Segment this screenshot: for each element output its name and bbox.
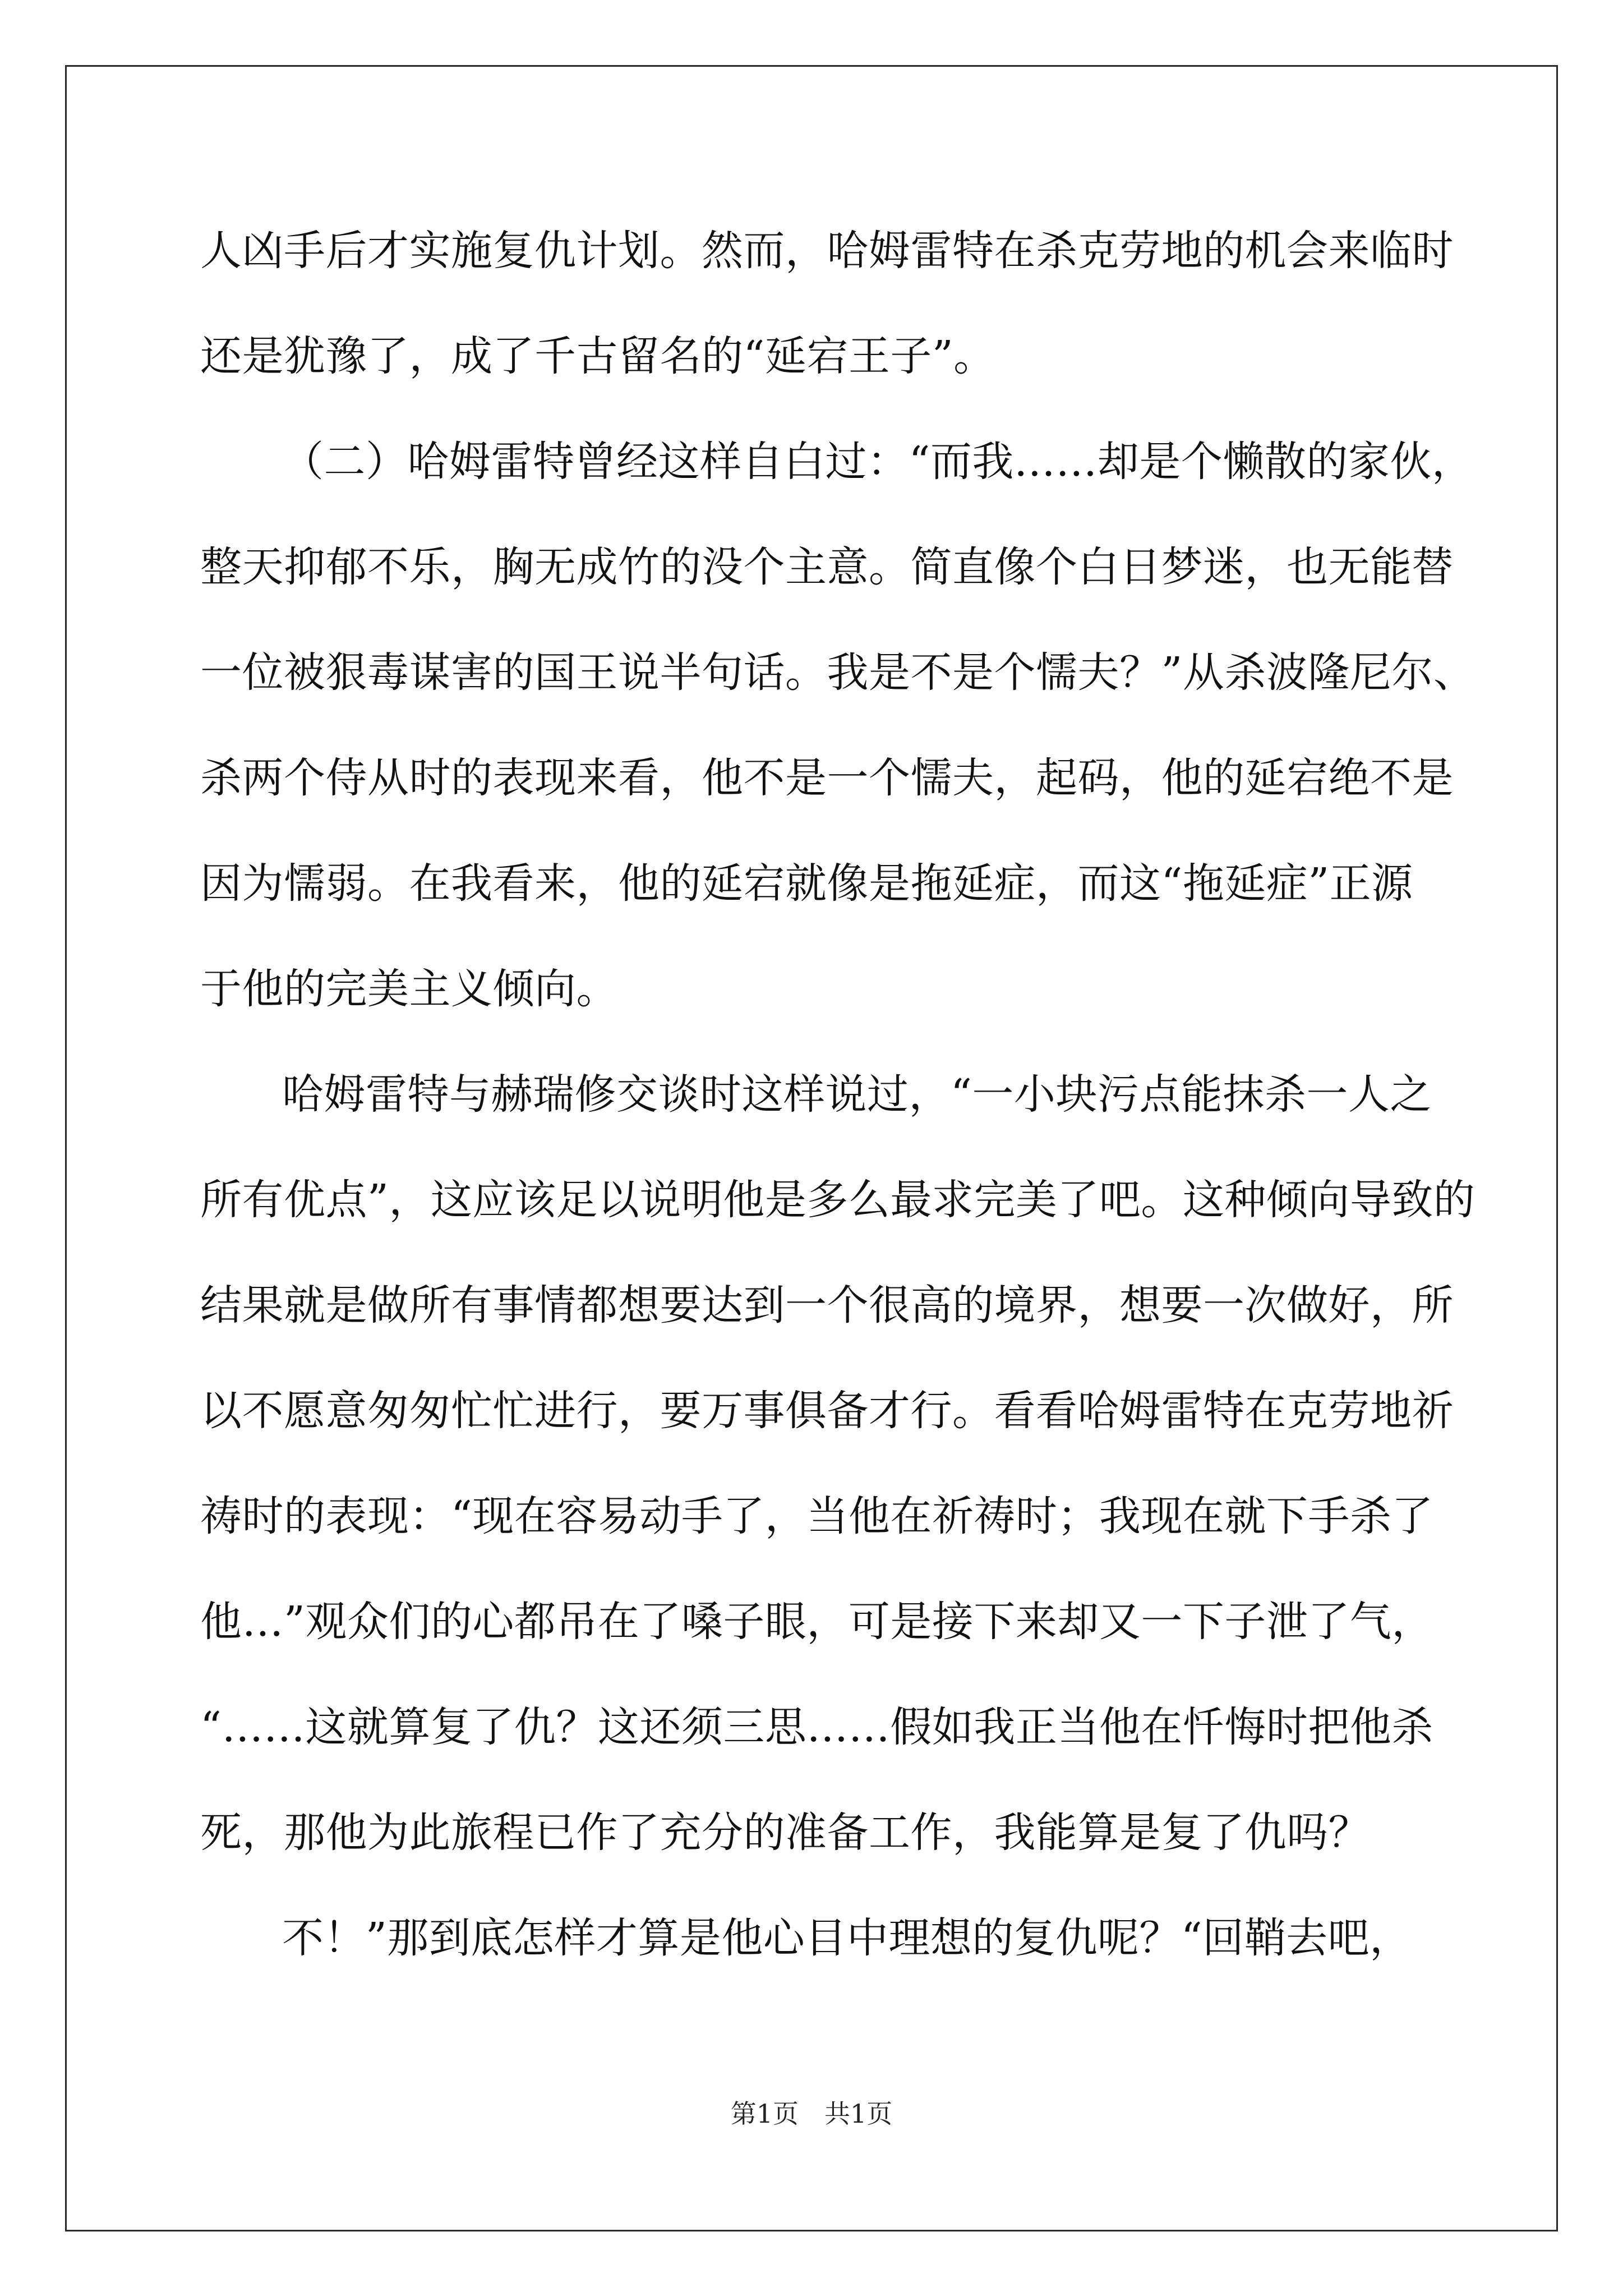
text-line: 还是犹豫了，成了千古留名的“延宕王子”。 xyxy=(200,332,995,380)
text-line: 结果就是做所有事情都想要达到一个很高的境界，想要一次做好，所 xyxy=(200,1281,1454,1329)
page-number-footer: 第1页 共1页 xyxy=(730,2099,893,2129)
text-line: 于他的完美主义倾向。 xyxy=(200,965,618,1013)
text-line: 死，那他为此旅程已作了充分的准备工作，我能算是复了仇吗？ xyxy=(200,1809,1370,1857)
text-line: 一位被狠毒谋害的国王说半句话。我是不是个懦夫？”从杀波隆尼尔、 xyxy=(200,648,1476,697)
text-line: 杀两个侍从时的表现来看，他不是一个懦夫，起码，他的延宕绝不是 xyxy=(200,754,1454,802)
text-line: 他…”观众们的心都吊在了嗓子眼，可是接下来却又一下子泄了气， xyxy=(200,1598,1433,1646)
text-line: 所有优点”，这应该足以说明他是多么最求完美了吧。这种倾向导致的 xyxy=(200,1176,1476,1224)
text-line: 因为懦弱。在我看来，他的延宕就像是拖延症，而这“拖延症”正源 xyxy=(200,859,1413,908)
text-line: 哈姆雷特与赫瑞修交谈时这样说过，“一小块污点能抹杀一人之 xyxy=(282,1070,1432,1119)
text-line: 以不愿意匆匆忙忙进行，要万事俱备才行。看看哈姆雷特在克劳地祈 xyxy=(200,1387,1454,1435)
text-line: 不！”那到底怎样才算是他心目中理想的复仇呢？“回鞘去吧， xyxy=(282,1914,1412,1962)
text-line: 整天抑郁不乐，胸无成竹的没个主意。简直像个白日梦迷，也无能替 xyxy=(200,543,1454,591)
text-line: 人凶手后才实施复仇计划。然而，哈姆雷特在杀克劳地的机会来临时 xyxy=(200,227,1454,275)
text-line: （二）哈姆雷特曾经这样自白过：“而我……却是个懒散的家伙， xyxy=(282,438,1474,486)
text-line: “……这就算复了仇？这还须三思……假如我正当他在忏悔时把他杀 xyxy=(200,1703,1433,1751)
document-body xyxy=(200,209,1476,2001)
text-line: 祷时的表现：“现在容易动手了，当他在祈祷时；我现在就下手杀了 xyxy=(200,1492,1433,1540)
